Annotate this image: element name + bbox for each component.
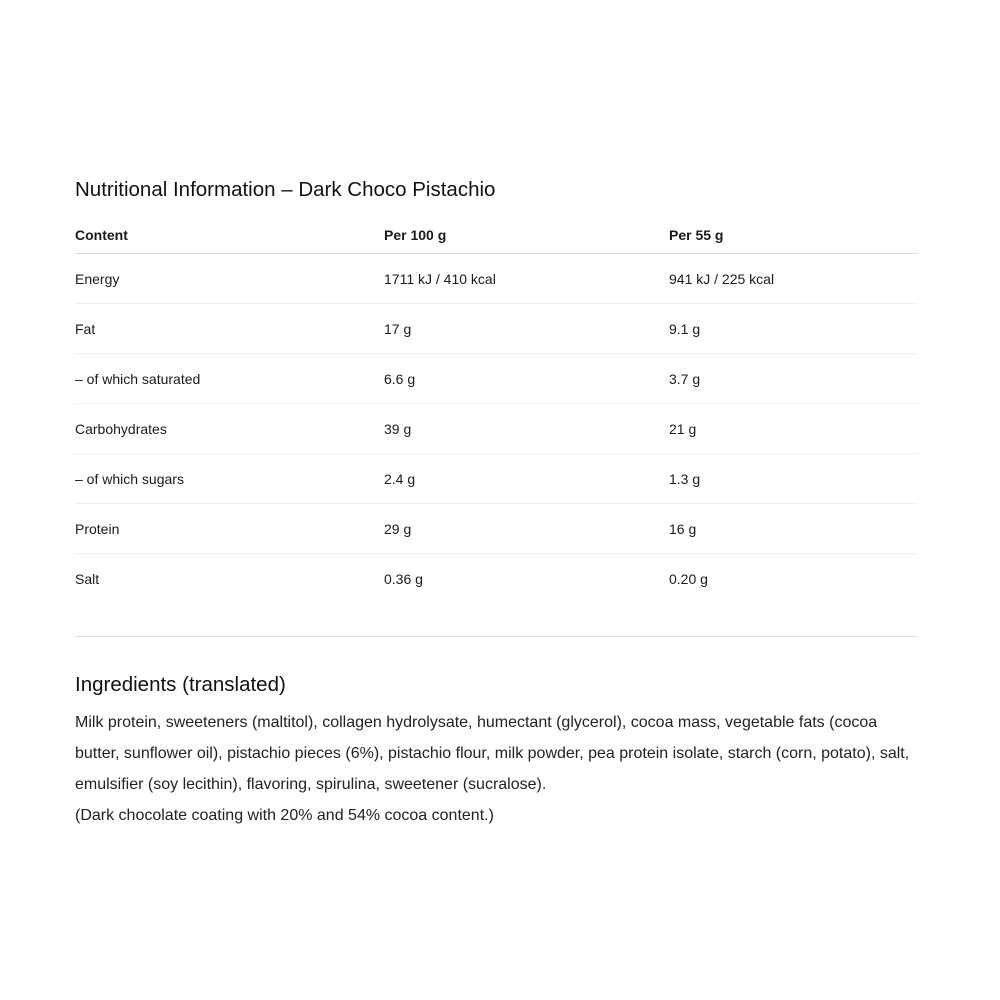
value-per-100g: 2.4 g [384, 454, 669, 504]
header-content: Content [75, 216, 384, 254]
value-per-100g: 1711 kJ / 410 kcal [384, 254, 669, 304]
nutrient-name: Energy [75, 254, 384, 304]
table-row [75, 404, 918, 454]
value-per-55g: 3.7 g [669, 354, 918, 404]
nutrient-name: Carbohydrates [75, 404, 384, 454]
value-per-55g: 1.3 g [669, 454, 918, 504]
header-per-55g: Per 55 g [669, 216, 918, 254]
ingredients-title: Ingredients (translated) [75, 673, 286, 696]
table-header-row [75, 216, 918, 254]
value-per-55g: 0.20 g [669, 570, 708, 587]
table-row [75, 454, 918, 504]
table-row [75, 504, 918, 554]
value-per-100g: 0.36 g [384, 570, 423, 587]
nutrition-table [75, 216, 918, 603]
table-row [75, 554, 918, 604]
header-per-100g: Per 100 g [384, 216, 669, 254]
ingredients-list: Milk protein, sweeteners (maltitol), collagen hydrolysate, humectant (glycerol), cocoa mass, vegetable fats (cocoa butter, sunflower oil), pistachio pieces (6%), pistachio flour, milk powder, pea protein isolate, starch (corn, potato), salt, emulsifier (soy lecithin), flavoring, spirulina, sweetener (sucralose). [75, 714, 910, 793]
nutrition-section [75, 176, 918, 603]
nutrient-name: Salt [75, 570, 100, 587]
nutrient-name: Protein [75, 504, 384, 554]
value-per-100g: 6.6 g [384, 354, 669, 404]
value-per-100g: 39 g [384, 404, 669, 454]
value-per-55g: 21 g [669, 404, 918, 454]
table-row [75, 304, 918, 354]
nutrient-name: Fat [75, 304, 384, 354]
nutrition-title: Nutritional Information – Dark Choco Pistachio [75, 178, 496, 201]
value-per-55g: 941 kJ / 225 kcal [669, 254, 918, 304]
nutrient-name: – of which sugars [75, 454, 384, 504]
value-per-100g: 17 g [384, 304, 669, 354]
nutrient-name: – of which saturated [75, 354, 384, 404]
value-per-100g: 29 g [384, 504, 669, 554]
ingredients-note: (Dark chocolate coating with 20% and 54% cocoa content.) [75, 807, 494, 824]
table-row [75, 354, 918, 404]
ingredients-text [75, 707, 918, 831]
table-row [75, 254, 918, 304]
value-per-55g: 9.1 g [669, 304, 918, 354]
section-divider [75, 636, 918, 637]
value-per-55g: 16 g [669, 504, 918, 554]
ingredients-section [75, 671, 918, 831]
